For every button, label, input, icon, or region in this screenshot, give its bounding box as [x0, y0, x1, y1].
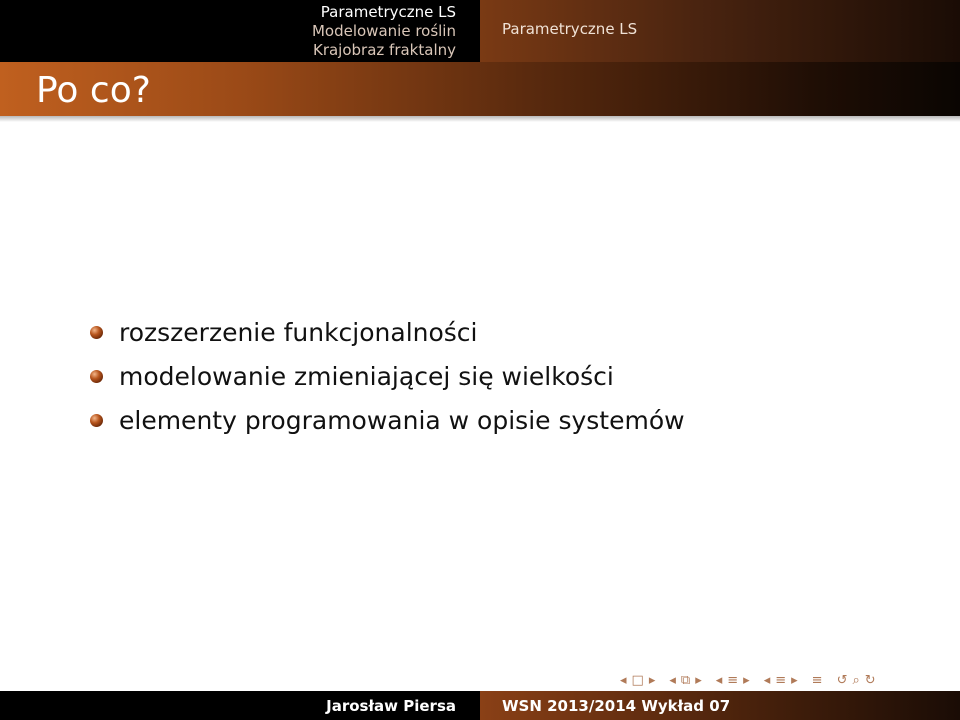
prev-slide-icon[interactable]: ◂: [620, 672, 627, 688]
prev-frame-icon[interactable]: ◂: [669, 672, 676, 688]
forward-icon[interactable]: ↻: [864, 672, 876, 688]
footer-author-box: [0, 691, 480, 720]
back-icon[interactable]: ↺: [836, 672, 848, 688]
footline: [0, 691, 960, 720]
next-subsection-icon[interactable]: ▸: [743, 672, 750, 688]
footer-author: Jarosław Piersa: [326, 696, 456, 715]
section-link-modelowanie-roslin[interactable]: Modelowanie roślin: [311, 21, 456, 40]
section-link-parametryczne-ls[interactable]: Parametryczne LS: [320, 2, 456, 21]
subsection-icon[interactable]: ≡: [727, 672, 739, 688]
list-item-text: modelowanie zmieniającej się wielkości: [119, 361, 614, 391]
document-icon[interactable]: ≡: [811, 672, 823, 688]
title-bar-shadow: [0, 116, 960, 122]
prev-section-icon[interactable]: ◂: [763, 672, 771, 688]
beamer-navigation-symbols: [620, 670, 881, 690]
bullet-list: [90, 310, 685, 442]
next-slide-icon[interactable]: ▸: [648, 672, 656, 688]
next-frame-icon[interactable]: ▸: [695, 672, 702, 688]
list-item: [90, 398, 685, 442]
ball-bullet-icon: [90, 414, 103, 427]
ball-bullet-icon: [90, 326, 103, 339]
section-icon[interactable]: ≡: [775, 672, 787, 688]
section-navigation: [0, 0, 480, 62]
footer-info: WSN 2013/2014 Wykład 07: [502, 696, 731, 715]
frame-icon[interactable]: ⧉: [680, 672, 691, 688]
search-icon[interactable]: ⌕: [852, 672, 860, 688]
slide-icon[interactable]: □: [631, 672, 644, 688]
footer-info-box: [480, 691, 960, 720]
list-item: [90, 310, 685, 354]
ball-bullet-icon: [90, 370, 103, 383]
list-item: [90, 354, 685, 398]
prev-subsection-icon[interactable]: ◂: [715, 672, 723, 688]
next-section-icon[interactable]: ▸: [791, 672, 798, 688]
subsection-link-parametryczne-ls[interactable]: Parametryczne LS: [502, 20, 638, 38]
headline-navigation: [0, 0, 960, 62]
section-link-krajobraz-fraktalny[interactable]: Krajobraz fraktalny: [312, 40, 456, 59]
frame-title: Po co?: [36, 70, 151, 111]
list-item-text: rozszerzenie funkcjonalności: [119, 317, 478, 347]
list-item-text: elementy programowania w opisie systemów: [119, 405, 685, 435]
